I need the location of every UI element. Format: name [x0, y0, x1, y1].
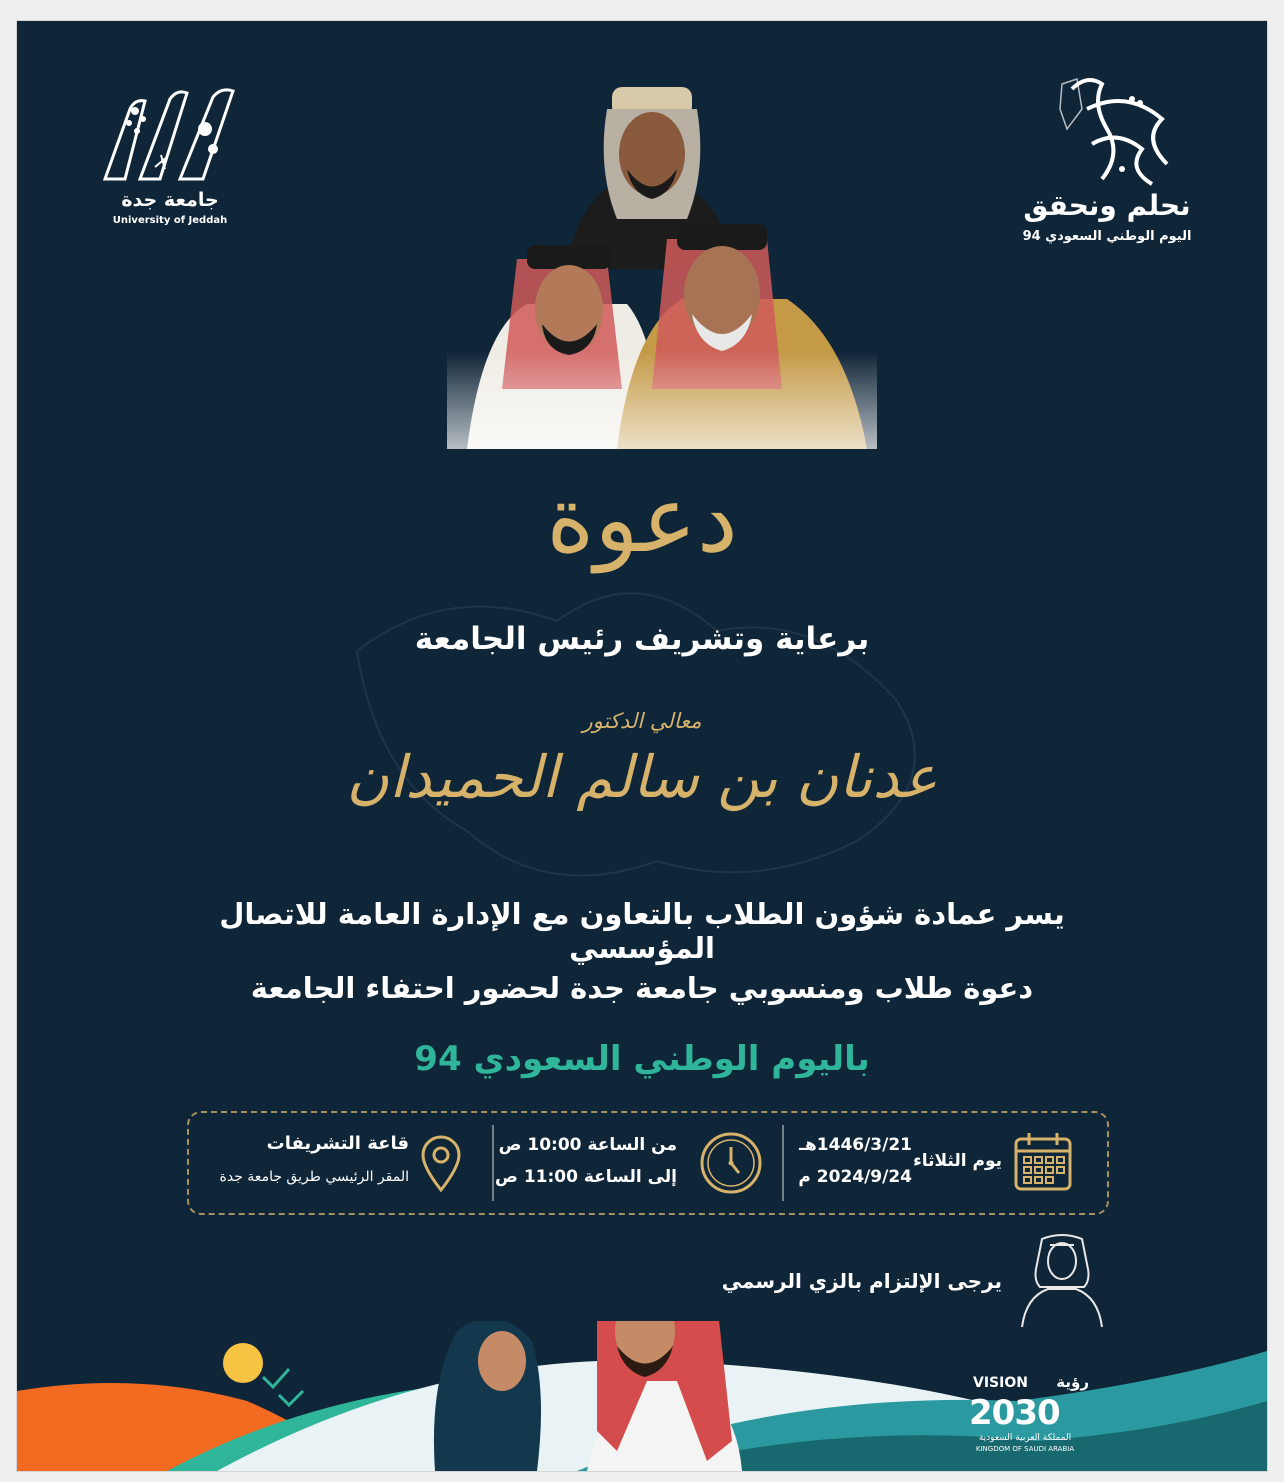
calendar-icon — [1013, 1131, 1073, 1193]
patron-line: برعاية وتشريف رئيس الجامعة — [414, 621, 870, 657]
clock-icon — [699, 1131, 763, 1195]
event-time-from: من الساعة 10:00 ص — [498, 1135, 677, 1155]
vision-en: VISION — [973, 1375, 1028, 1391]
event-day: يوم الثلاثاء — [913, 1151, 1002, 1171]
divider — [492, 1125, 494, 1201]
invitation-title-text: دعوة — [546, 466, 738, 573]
divider — [782, 1125, 784, 1201]
president-name: عدنان بن سالم الحميدان — [346, 743, 938, 811]
university-name-ar: جامعة جدة — [121, 189, 219, 211]
event-details-box — [187, 1111, 1109, 1215]
vision-ksa-en: KINGDOM OF SAUDI ARABIA — [975, 1445, 1075, 1453]
event-venue: قاعة التشريفات — [266, 1133, 409, 1154]
event-name: باليوم الوطني السعودي 94 — [414, 1039, 870, 1079]
event-date-hijri: 1446/3/21هـ — [799, 1135, 912, 1155]
national-day-logo — [992, 69, 1222, 259]
national-day-title: نحلم ونحقق — [1023, 189, 1191, 222]
person-thobe-icon — [1012, 1229, 1112, 1329]
invitation-card — [16, 20, 1268, 1472]
honorific: معالي الدكتور — [582, 709, 702, 733]
invitation-body-line-2: دعوة طلاب ومنسوبي جامعة جدة لحضور احتفاء الجامعة — [250, 971, 1034, 1005]
national-day-subtitle: اليوم الوطني السعودي 94 — [1022, 229, 1192, 244]
national-day-calligraphy-icon — [1032, 69, 1182, 197]
invitation-title — [492, 446, 792, 621]
event-time-to: إلى الساعة 11:00 ص — [495, 1167, 677, 1187]
vision-ar: رؤية — [1056, 1373, 1089, 1391]
event-date-gregorian: 2024/9/24 م — [798, 1167, 912, 1187]
invitation-body-line-1: يسر عمادة شؤون الطلاب بالتعاون مع الإدارة العامة للاتصال المؤسسي — [219, 897, 1065, 965]
event-venue-address: المقر الرئيسي طريق جامعة جدة — [219, 1169, 409, 1185]
university-name-en: University of Jeddah — [112, 215, 228, 226]
location-pin-icon — [417, 1133, 465, 1193]
royal-portraits-image — [447, 59, 877, 449]
university-emblem-icon — [95, 79, 245, 189]
dress-code-text: يرجى الإلتزام بالزي الرسمي — [721, 1269, 1002, 1293]
dress-code — [721, 1229, 1112, 1329]
vision-year: 2030 — [969, 1393, 1060, 1433]
vision-ksa-ar: المملكة العربية السعودية — [978, 1433, 1072, 1443]
university-logo — [95, 79, 245, 229]
vision-2030-logo — [965, 1371, 1095, 1461]
